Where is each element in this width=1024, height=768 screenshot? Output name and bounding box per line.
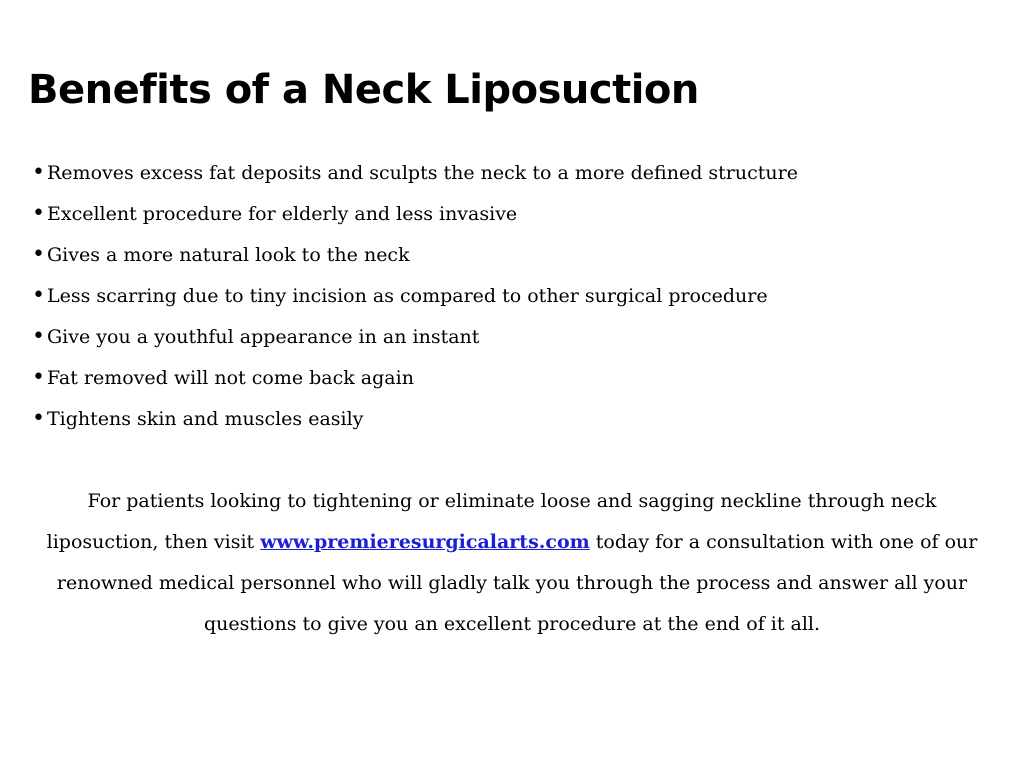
bullet-icon: • — [32, 160, 45, 185]
list-item — [32, 158, 798, 199]
list-item — [32, 281, 798, 322]
website-link[interactable]: www.premieresurgicalarts.com — [260, 531, 590, 553]
benefits-list — [32, 158, 798, 445]
bullet-icon: • — [32, 283, 45, 308]
bullet-text: Give you a youthful appearance in an instant — [47, 326, 480, 348]
consultation-paragraph — [40, 481, 984, 645]
list-item — [32, 199, 798, 240]
bullet-text: Fat removed will not come back again — [47, 367, 414, 389]
list-item — [32, 322, 798, 363]
list-item — [32, 404, 798, 445]
paragraph-text-before-link: For patients looking to tightening or eliminate loose and sagging neckline through neck liposuction, then visit — [46, 490, 937, 553]
bullet-text: Removes excess fat deposits and sculpts the neck to a more defined structure — [47, 162, 798, 184]
bullet-icon: • — [32, 324, 45, 349]
bullet-icon: • — [32, 406, 45, 431]
paragraph-text-after-link: today for a consultation with one of our renowned medical personnel who will gladly talk you through the process and answer all your questions to give you an excellent procedure at the end of it all. — [56, 531, 978, 635]
list-item — [32, 363, 798, 404]
bullet-text: Gives a more natural look to the neck — [47, 244, 410, 266]
bullet-text: Less scarring due to tiny incision as compared to other surgical procedure — [47, 285, 768, 307]
bullet-text: Tightens skin and muscles easily — [47, 408, 364, 430]
bullet-text: Excellent procedure for elderly and less invasive — [47, 203, 518, 225]
slide-title: Benefits of a Neck Liposuction — [28, 67, 699, 113]
list-item — [32, 240, 798, 281]
bullet-icon: • — [32, 201, 45, 226]
bullet-icon: • — [32, 365, 45, 390]
bullet-icon: • — [32, 242, 45, 267]
